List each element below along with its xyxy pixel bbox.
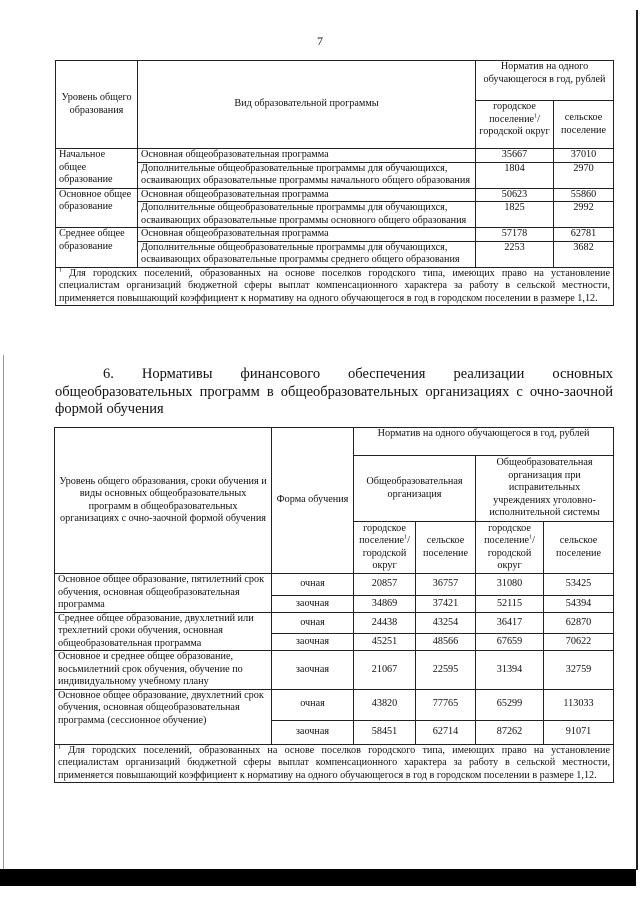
- header-level: Уровень общего образования, сроки обучения и виды основных общеобразовательных программ в общеобразовательных организациях с очно-заочной формой обучения: [55, 428, 272, 574]
- rural-value: 62781: [554, 228, 614, 242]
- level-cell: Основное общее образование: [56, 188, 138, 228]
- program-cell: Дополнительные общеобразовательные программы для обучающихся, осваивающих образовательные программы основного общего образования: [138, 202, 476, 228]
- cor-urban-value: 67659: [476, 634, 544, 651]
- table-row: [56, 162, 614, 188]
- gen-rural-value: 43254: [416, 612, 476, 634]
- form-cell: заочная: [272, 651, 354, 690]
- header-urban: городское поселение$^1$/ городской округ: [476, 101, 554, 149]
- gen-urban-value: 20857: [354, 574, 416, 596]
- gen-urban-value: 21067: [354, 651, 416, 690]
- gen-rural-value: 77765: [416, 689, 476, 720]
- header-form: Форма обучения: [272, 428, 354, 574]
- norms-table-general: [55, 60, 614, 306]
- urban-value: 2253: [476, 241, 554, 267]
- urban-value: 1804: [476, 162, 554, 188]
- gen-rural-value: 48566: [416, 634, 476, 651]
- urban-value: 57178: [476, 228, 554, 242]
- rural-value: 2970: [554, 162, 614, 188]
- rural-value: 3682: [554, 241, 614, 267]
- header-org-general: Общеобразовательная организация: [354, 456, 476, 522]
- urban-value: 50623: [476, 188, 554, 202]
- gen-rural-value: 36757: [416, 574, 476, 596]
- header-program-type: Вид образовательной программы: [138, 61, 476, 149]
- footnote: $^1$ Для городских поселений, образованных на основе поселков городского типа, имеющих право на установление специалистам организаций бюджетной сферы выплат компенсационного характера за работу в сельской местности, применяется повышающий коэффициент к нормативу на одного обучающегося в год в городском поселении в размере 1,12.: [56, 267, 614, 306]
- header-gen-urban: городское поселение$^1$/ городской округ: [354, 522, 416, 574]
- cor-rural-value: 113033: [544, 689, 614, 720]
- cor-rural-value: 70622: [544, 634, 614, 651]
- header-level: Уровень общего образования: [56, 61, 138, 149]
- header-norm: Норматив на одного обучающегося в год, рублей: [354, 428, 614, 456]
- gen-urban-value: 45251: [354, 634, 416, 651]
- header-gen-rural: сельское поселение: [416, 522, 476, 574]
- header-org-correctional: Общеобразовательная организация при исправительных учреждениях уголовно-исполнительной системы: [476, 456, 614, 522]
- level-cell: Основное и среднее общее образование, восьмилетний срок обучения, обучение по индивидуальному учебному плану: [55, 651, 272, 690]
- rural-value: 2992: [554, 202, 614, 228]
- program-cell: Дополнительные общеобразовательные программы для обучающихся, осваивающих образовательные программы начального общего образования: [138, 162, 476, 188]
- gen-rural-value: 37421: [416, 596, 476, 612]
- level-cell: Начальное общее образование: [56, 149, 138, 189]
- program-cell: Основная общеобразовательная программа: [138, 228, 476, 242]
- cor-urban-value: 52115: [476, 596, 544, 612]
- scan-edge-right: [636, 10, 638, 870]
- scan-bottom-bar: [0, 869, 636, 886]
- form-cell: заочная: [272, 596, 354, 612]
- table-row: [56, 149, 614, 163]
- page-number: 7: [317, 34, 323, 48]
- level-cell: Среднее общее образование: [56, 228, 138, 268]
- header-cor-rural: сельское поселение: [544, 522, 614, 574]
- norms-table-part-time: [54, 427, 614, 783]
- cor-urban-value: 65299: [476, 689, 544, 720]
- form-cell: очная: [272, 574, 354, 596]
- gen-rural-value: 22595: [416, 651, 476, 690]
- level-cell: Основное общее образование, двухлетний срок обучения, основная общеобразовательная программа (сессионное обучение): [55, 689, 272, 744]
- scan-edge-left: [3, 355, 4, 875]
- section-heading: 6. Нормативы финансового обеспечения реализации основных общеобразовательных программ в общеобразовательных организациях с очно-заочной формой обучения: [55, 366, 613, 417]
- table-row: [56, 202, 614, 228]
- header-norm: Норматив на одного обучающегося в год, рублей: [476, 61, 614, 101]
- table-row: [56, 188, 614, 202]
- program-cell: Дополнительные общеобразовательные программы для обучающихся, осваивающих образовательные программы среднего общего образования: [138, 241, 476, 267]
- program-cell: Основная общеобразовательная программа: [138, 149, 476, 163]
- table-row: [55, 612, 614, 634]
- table-row: [55, 651, 614, 690]
- table-row: [56, 228, 614, 242]
- form-cell: заочная: [272, 634, 354, 651]
- gen-urban-value: 58451: [354, 720, 416, 744]
- cor-rural-value: 32759: [544, 651, 614, 690]
- program-cell: Основная общеобразовательная программа: [138, 188, 476, 202]
- table-row: [55, 574, 614, 596]
- level-cell: Среднее общее образование, двухлетний или трехлетний сроки обучения, основная общеобразовательная программа: [55, 612, 272, 651]
- header-cor-urban: городское поселение$^1$/ городской округ: [476, 522, 544, 574]
- gen-urban-value: 24438: [354, 612, 416, 634]
- level-cell: Основное общее образование, пятилетний срок обучения, основная общеобразовательная программа: [55, 574, 272, 613]
- header-rural: сельское поселение: [554, 101, 614, 149]
- cor-rural-value: 91071: [544, 720, 614, 744]
- cor-urban-value: 31080: [476, 574, 544, 596]
- cor-rural-value: 53425: [544, 574, 614, 596]
- form-cell: заочная: [272, 720, 354, 744]
- table-row: [55, 689, 614, 720]
- rural-value: 37010: [554, 149, 614, 163]
- gen-rural-value: 62714: [416, 720, 476, 744]
- footnote-row: [55, 744, 614, 783]
- cor-rural-value: 62870: [544, 612, 614, 634]
- cor-rural-value: 54394: [544, 596, 614, 612]
- cor-urban-value: 36417: [476, 612, 544, 634]
- cor-urban-value: 87262: [476, 720, 544, 744]
- form-cell: очная: [272, 689, 354, 720]
- footnote-row: [56, 267, 614, 306]
- cor-urban-value: 31394: [476, 651, 544, 690]
- form-cell: очная: [272, 612, 354, 634]
- urban-value: 35667: [476, 149, 554, 163]
- table-row: [56, 241, 614, 267]
- gen-urban-value: 43820: [354, 689, 416, 720]
- gen-urban-value: 34869: [354, 596, 416, 612]
- urban-value: 1825: [476, 202, 554, 228]
- rural-value: 55860: [554, 188, 614, 202]
- footnote: $^1$ Для городских поселений, образованных на основе поселков городского типа, имеющих право на установление специалистам организаций бюджетной сферы выплат компенсационного характера за работу в сельской местности, применяется повышающий коэффициент к нормативу на одного обучающегося в год в городском поселении в размере 1,12.: [55, 744, 614, 783]
